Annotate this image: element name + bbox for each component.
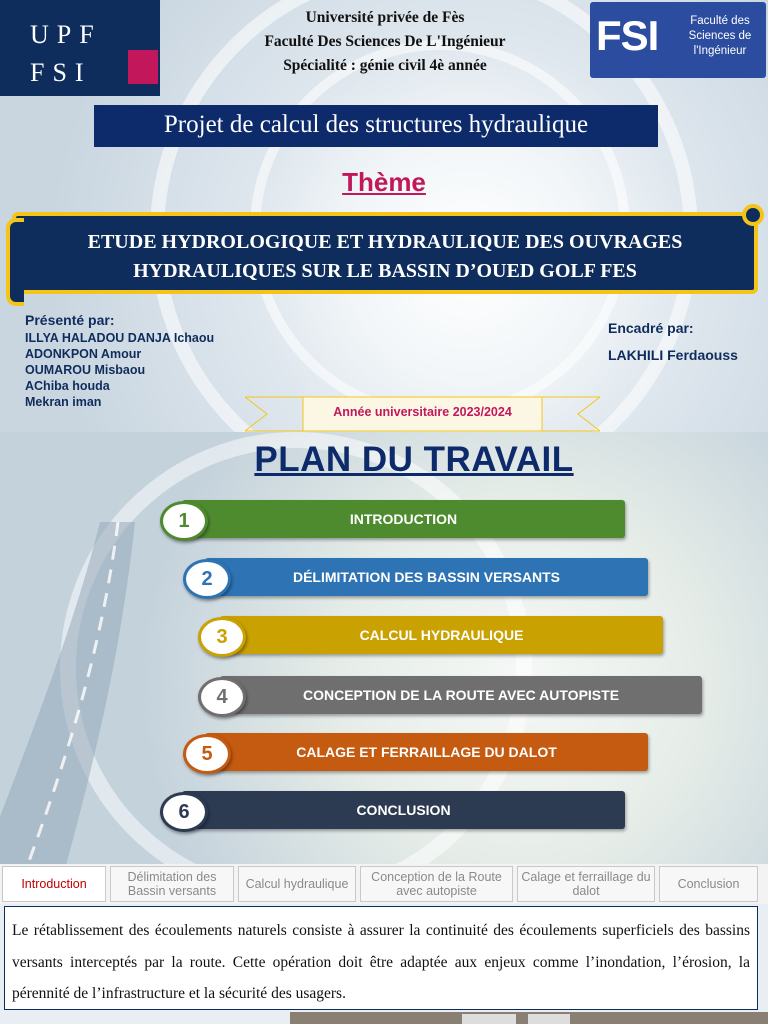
section-tabs bbox=[0, 864, 768, 904]
plan-item-calcul[interactable] bbox=[220, 616, 663, 654]
fsi-logo-mark: FSI bbox=[596, 12, 659, 59]
plan-item-number: 3 bbox=[198, 617, 246, 657]
tab-label: Introduction bbox=[21, 877, 87, 891]
plan-item-label: CONCEPTION DE LA ROUTE AVEC AUTOPISTE bbox=[302, 687, 620, 703]
university-header bbox=[200, 6, 570, 78]
supervisor-label: Encadré par: bbox=[608, 320, 694, 336]
faculty-name: Faculté Des Sciences De L'Ingénieur bbox=[264, 33, 506, 50]
logo-square bbox=[128, 50, 158, 84]
tab-introduction[interactable] bbox=[2, 866, 106, 902]
plan-item-number: 4 bbox=[198, 677, 246, 717]
upf-logo bbox=[0, 0, 160, 96]
scroll-curl-right bbox=[742, 204, 764, 226]
supervisor-name: LAKHILI Ferdaouss bbox=[608, 347, 738, 363]
student-name: ADONKPON Amour bbox=[25, 347, 142, 361]
theme-title: ETUDE HYDROLOGIQUE ET HYDRAULIQUE DES OUVRAGES HYDRAULIQUES SUR LE BASSIN D’OUED GOLF FES bbox=[87, 231, 683, 282]
theme-banner bbox=[12, 212, 758, 294]
plan-item-conception[interactable] bbox=[220, 676, 702, 714]
plan-item-label: CALAGE ET FERRAILLAGE DU DALOT bbox=[296, 744, 557, 760]
plan-item-conclusion[interactable] bbox=[182, 791, 625, 829]
plan-item-number: 5 bbox=[183, 734, 231, 774]
specialty: Spécialité : génie civil 4è année bbox=[283, 57, 487, 74]
theme-label: Thème bbox=[342, 167, 426, 197]
fsi-logo-text: FSI bbox=[30, 58, 92, 87]
plan-item-delimitation[interactable] bbox=[205, 558, 648, 596]
tab-label: Conception de la Route avec autopiste bbox=[371, 870, 502, 898]
tab-conception[interactable] bbox=[360, 866, 513, 902]
project-title: Projet de calcul des structures hydraulique bbox=[94, 105, 658, 147]
title-slide bbox=[0, 0, 768, 432]
plan-item-label: CALCUL HYDRAULIQUE bbox=[359, 627, 524, 643]
plan-item-label: INTRODUCTION bbox=[349, 511, 458, 527]
fsi-logo-caption: Faculté des Sciences de l'Ingénieur bbox=[688, 15, 752, 57]
tab-label: Délimitation des Bassin versants bbox=[127, 870, 217, 898]
tab-calcul[interactable] bbox=[238, 866, 356, 902]
tab-label: Calage et ferraillage du dalot bbox=[521, 870, 651, 898]
student-name: Mekran iman bbox=[25, 395, 102, 409]
plan-slide bbox=[0, 432, 768, 864]
plan-item-introduction[interactable] bbox=[182, 500, 625, 538]
map-preview-control bbox=[528, 1014, 570, 1024]
map-preview-strip bbox=[290, 1012, 768, 1024]
tab-delimitation[interactable] bbox=[110, 866, 234, 902]
upf-logo-text: UPF bbox=[30, 20, 102, 49]
tab-label: Calcul hydraulique bbox=[245, 877, 349, 891]
academic-year: Année universitaire 2023/2024 bbox=[333, 405, 512, 419]
fsi-logo bbox=[590, 2, 766, 78]
presented-by-label: Présenté par: bbox=[25, 312, 115, 328]
plan-title: PLAN DU TRAVAIL bbox=[254, 440, 574, 479]
student-name: ILLYA HALADOU DANJA Ichaou bbox=[25, 331, 215, 345]
university-name: Université privée de Fès bbox=[305, 9, 465, 26]
tab-conclusion[interactable] bbox=[659, 866, 758, 902]
tab-calage[interactable] bbox=[517, 866, 655, 902]
plan-item-number: 2 bbox=[183, 559, 231, 599]
student-name: OUMAROU Misbaou bbox=[25, 363, 146, 377]
introduction-text: Le rétablissement des écoulements naturels consiste à assurer la continuité des écoulements superficiels des bassins versants interceptés par la route. Cette opération doit être adaptée aux enjeux comme l’inondation, l’érosion, la pérennité de l’infrastructure et la sécurité des usagers. bbox=[4, 906, 758, 1010]
student-name: AChiba houda bbox=[25, 379, 110, 393]
map-preview-control bbox=[462, 1014, 516, 1024]
plan-item-number: 6 bbox=[160, 792, 208, 832]
tab-label: Conclusion bbox=[677, 877, 740, 891]
plan-item-label: CONCLUSION bbox=[356, 802, 451, 818]
plan-item-calage[interactable] bbox=[205, 733, 648, 771]
plan-item-number: 1 bbox=[160, 501, 208, 541]
student-list bbox=[25, 330, 214, 410]
plan-item-label: DÉLIMITATION DES BASSIN VERSANTS bbox=[292, 569, 561, 585]
academic-year-badge bbox=[245, 396, 600, 432]
